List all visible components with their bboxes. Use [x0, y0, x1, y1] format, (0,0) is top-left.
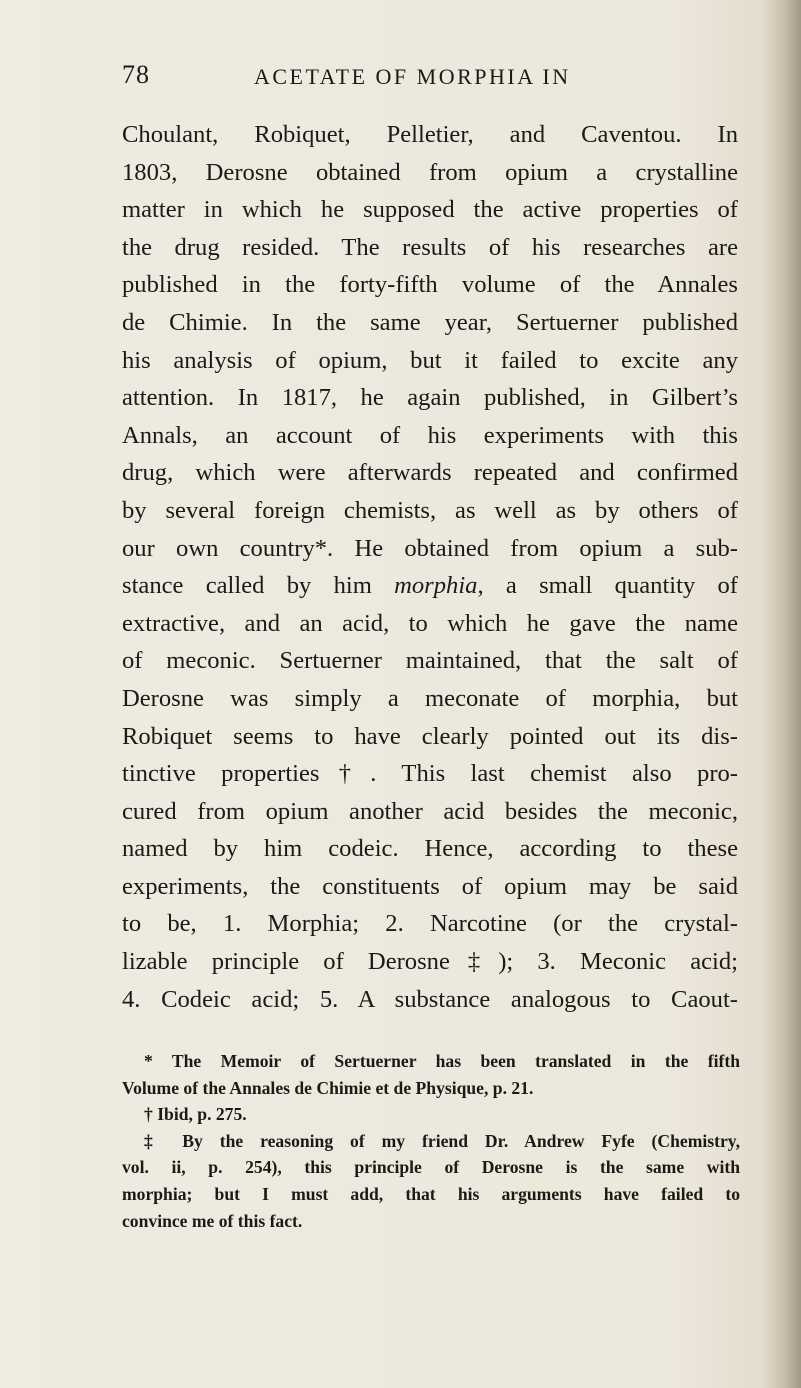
footnotes — [122, 1048, 740, 1234]
body-line: 4. Codeic acid; 5. A substance analogous to Caout- — [122, 985, 738, 1013]
page-edge-shadow — [763, 0, 801, 1388]
body-line: tinctive properties†. This last chemist also pro- — [122, 760, 738, 788]
body-line: attention. In 1817, he again published, in Gilbert’s — [122, 384, 738, 412]
body-line: experiments, the constituents of opium may be said — [122, 872, 738, 900]
footnote-line: convince me of this fact. — [122, 1210, 303, 1231]
body-line: stance called by him morphia, a small quantity of — [122, 572, 738, 600]
footnote-line: vol. ii, p. 254), this principle of Derosne is the same with — [122, 1157, 740, 1178]
page-header — [122, 60, 772, 96]
body-line: the drug resided. The results of his researches are — [122, 233, 738, 261]
body-line: named by him codeic. Hence, according to these — [122, 835, 738, 863]
body-line: matter in which he supposed the active properties of — [122, 196, 738, 224]
body-line: Robiquet seems to have clearly pointed out its dis- — [122, 722, 738, 750]
body-line: Annals, an account of his experiments with this — [122, 421, 738, 449]
body-line: of meconic. Sertuerner maintained, that the salt of — [122, 647, 738, 675]
body-line: drug, which were afterwards repeated and confirmed — [122, 459, 738, 487]
running-title: ACETATE OF MORPHIA IN — [254, 64, 571, 89]
body-line: his analysis of opium, but it failed to excite any — [122, 346, 738, 374]
body-line: to be, 1. Morphia; 2. Narcotine (or the crystal- — [122, 910, 738, 938]
footnote-line: * The Memoir of Sertuerner has been translated in the fifth — [144, 1051, 740, 1071]
body-line: extractive, and an acid, to which he gave the name — [122, 609, 738, 637]
body-line: our own country*. He obtained from opium a sub- — [122, 534, 738, 562]
footnote-line: Volume of the Annales de Chimie et de Physique, p. 21. — [122, 1077, 534, 1098]
page-number: 78 — [122, 60, 150, 89]
body-line: by several foreign chemists, as well as by others of — [122, 496, 738, 524]
body-line: cured from opium another acid besides the meconic, — [122, 797, 738, 825]
footnote-line: ‡ By the reasoning of my friend Dr. Andrew Fyfe (Chemistry, — [144, 1130, 740, 1151]
body-line: Choulant, Robiquet, Pelletier, and Caventou. In — [122, 121, 738, 148]
body-line: published in the forty-fifth volume of the Annales — [122, 271, 738, 299]
footnote-line: † Ibid, p. 275. — [144, 1104, 247, 1125]
body-line: lizable principle of Derosne‡); 3. Meconic acid; — [122, 948, 738, 976]
body-line: de Chimie. In the same year, Sertuerner published — [122, 308, 738, 336]
footnote-line: morphia; but I must add, that his arguments have failed to — [122, 1183, 740, 1204]
body-line: Derosne was simply a meconate of morphia, but — [122, 684, 738, 712]
italic-term: morphia — [394, 572, 478, 600]
body-line: 1803, Derosne obtained from opium a crystalline — [122, 158, 738, 186]
body-paragraph — [122, 116, 738, 1018]
